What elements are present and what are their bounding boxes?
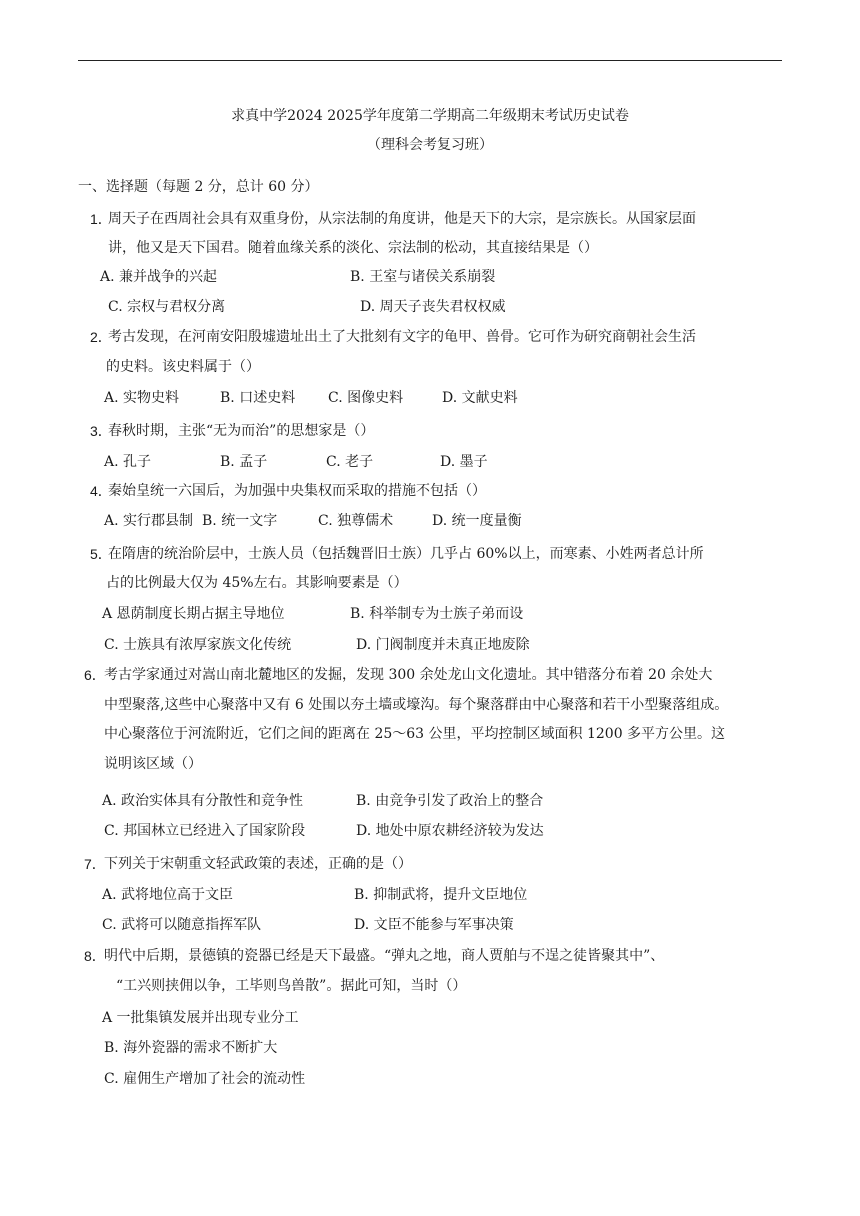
q1-option-a[interactable]: A. 兼并战争的兴起 (100, 269, 218, 285)
q2-option-c[interactable]: C. 图像史料 (328, 390, 404, 406)
q1-option-d[interactable]: D. 周天子丧失君权权威 (360, 299, 506, 315)
q1-line-2: 讲，他又是天下国君。随着血缘关系的淡化、宗法制的松动，其直接结果是（） (108, 240, 598, 256)
q3-option-c[interactable]: C. 老子 (326, 454, 374, 470)
q7-option-d[interactable]: D. 文臣不能参与军事决策 (354, 917, 514, 933)
q6-line-2: 中型聚落,这些中心聚落中又有 6 处围以夯土墙或壕沟。每个聚落群由中心聚落和若干小型聚落组成。 (104, 697, 729, 713)
q5-option-b[interactable]: B. 科举制专为士族子弟而设 (350, 606, 524, 622)
q3-number: 3． (90, 423, 112, 439)
q4-option-d[interactable]: D. 统一度量衡 (432, 513, 522, 529)
q8-option-c[interactable]: C. 雇佣生产增加了社会的流动性 (104, 1071, 306, 1087)
q6-line-3: 中心聚落位于河流附近，它们之间的距离在 25～63 公里，平均控制区域面积 1200 多平方公里。这 (104, 726, 726, 742)
exam-subtitle: （理科会考复习班） (367, 137, 493, 153)
q6-line-1: 考古学家通过对嵩山南北麓地区的发掘，发现 300 余处龙山文化遗址。其中错落分布着 20 余处大 (104, 667, 713, 683)
q7-number: 7． (84, 856, 106, 872)
q6-option-c[interactable]: C. 邦国林立已经进入了国家阶段 (104, 823, 306, 839)
q6-number: 6． (84, 667, 106, 683)
q6-line-4: 说明该区域（） (104, 756, 202, 772)
q8-number: 8． (84, 948, 106, 964)
q5-option-d[interactable]: D. 门阀制度并未真正地废除 (356, 637, 530, 653)
q2-option-b[interactable]: B. 口述史料 (220, 390, 296, 406)
q3-line-1: 春秋时期，主张“无为而治”的思想家是（） (108, 423, 375, 439)
q8-option-a[interactable]: A 一批集镇发展并出现专业分工 (102, 1010, 299, 1026)
q6-option-a[interactable]: A. 政治实体具有分散性和竞争性 (102, 793, 304, 809)
q3-option-d[interactable]: D. 墨子 (440, 454, 488, 470)
q1-line-1: 周天子在西周社会具有双重身份，从宗法制的角度讲，他是天下的大宗，是宗族长。从国家层面 (108, 211, 696, 227)
q5-line-2: 占的比例最大仅为 45%左右。其影响要素是（） (106, 575, 408, 591)
q2-option-d[interactable]: D. 文献史料 (442, 390, 518, 406)
q1-option-c[interactable]: C. 宗权与君权分离 (108, 299, 226, 315)
q3-option-a[interactable]: A. 孔子 (104, 454, 152, 470)
q6-option-d[interactable]: D. 地处中原农耕经济较为发达 (356, 823, 544, 839)
q7-line-1: 下列关于宋朝重文轻武政策的表述，正确的是（） (104, 856, 412, 872)
q4-line-1: 秦始皇统一六国后，为加强中央集权而采取的措施不包括（） (108, 483, 486, 499)
q2-option-a[interactable]: A. 实物史料 (104, 390, 180, 406)
q5-number: 5． (90, 546, 112, 562)
q4-option-b[interactable]: B. 统一文字 (202, 513, 278, 529)
q8-line-1: 明代中后期，景德镇的瓷器已经是天下最盛。“弹丸之地，商人贾舶与不逞之徒皆聚其中”、 (104, 948, 665, 964)
q8-line-2: “工兴则挟佣以争，工毕则鸟兽散”。据此可知，当时（） (116, 978, 467, 994)
q3-option-b[interactable]: B. 孟子 (220, 454, 268, 470)
q4-number: 4． (90, 483, 112, 499)
q1-option-b[interactable]: B. 王室与诸侯关系崩裂 (350, 269, 496, 285)
q6-option-b[interactable]: B. 由竞争引发了政治上的整合 (356, 793, 544, 809)
q1-number: 1． (90, 211, 112, 227)
q5-option-c[interactable]: C. 士族具有浓厚家族文化传统 (104, 637, 292, 653)
q5-line-1: 在隋唐的统治阶层中，士族人员（包括魏晋旧士族）几乎占 60%以上，而寒素、小姓两者总计所 (108, 546, 704, 562)
q4-option-c[interactable]: C. 独尊儒术 (318, 513, 394, 529)
q7-option-c[interactable]: C. 武将可以随意指挥军队 (102, 917, 262, 933)
q8-option-b[interactable]: B. 海外瓷器的需求不断扩大 (104, 1040, 278, 1056)
q7-option-b[interactable]: B. 抑制武将，提升文臣地位 (354, 887, 528, 903)
q2-line-2: 的史料。该史料属于（） (106, 359, 260, 375)
q2-number: 2． (90, 329, 112, 345)
q4-option-a[interactable]: A. 实行郡县制 (104, 513, 194, 529)
section-heading: 一、选择题（每题 2 分，总计 60 分） (78, 179, 319, 195)
top-rule (78, 60, 782, 61)
exam-title: 求真中学2024 2025学年度第二学期高二年级期末考试历史试卷 (231, 108, 629, 124)
q7-option-a[interactable]: A. 武将地位高于文臣 (102, 887, 234, 903)
q2-line-1: 考古发现，在河南安阳殷墟遗址出土了大批刻有文字的龟甲、兽骨。它可作为研究商朝社会生活 (108, 329, 696, 345)
q5-option-a[interactable]: A 恩荫制度长期占据主导地位 (102, 606, 285, 622)
